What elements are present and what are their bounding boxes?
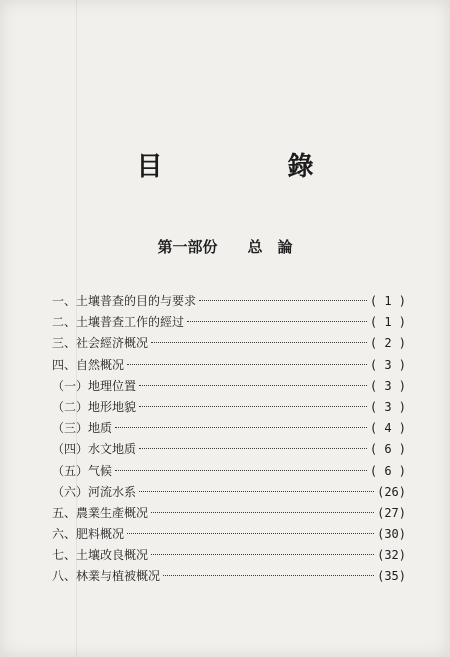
leader-dots [151, 342, 367, 343]
toc-entry [52, 503, 406, 524]
toc-entry [52, 545, 406, 566]
toc-entry [52, 312, 406, 333]
toc-entry-label: 三、社会經济概况 [52, 336, 149, 351]
toc-entry-page: (32) [377, 548, 406, 563]
leader-dots [115, 427, 367, 428]
toc-entry [52, 566, 406, 587]
toc-entry-page: ( 3 ) [369, 399, 406, 414]
leader-dots [127, 364, 367, 365]
toc-entry-label: 五、農業生產概况 [52, 505, 149, 520]
toc-entry-label: 八、林業与植被概况 [52, 569, 161, 584]
leader-dots [139, 406, 367, 407]
toc-entry-page: ( 4 ) [369, 421, 406, 436]
toc-entry-page: ( 6 ) [369, 463, 406, 478]
leader-dots [151, 554, 374, 555]
toc-entry-page: (26) [377, 484, 406, 499]
toc-entry [52, 418, 406, 439]
toc-entry [52, 376, 406, 397]
toc-entry-label: （四）水文地质 [52, 442, 137, 457]
toc-entry-label: 六、肥料概况 [52, 527, 125, 542]
toc-entry-label: 一、土壤普查的目的与要求 [52, 294, 197, 308]
table-of-contents [52, 291, 406, 588]
toc-entry-label: 二、土壤普查工作的經过 [52, 315, 185, 330]
toc-entry [52, 524, 406, 545]
toc-entry [52, 439, 406, 460]
toc-entry-page: ( 1 ) [369, 315, 406, 330]
toc-entry-label: （三）地质 [52, 421, 113, 436]
toc-entry-label: （五）气候 [52, 463, 113, 478]
toc-entry [52, 482, 406, 503]
toc-entry-label: 七、土壤改良概况 [52, 548, 149, 563]
toc-entry [52, 397, 406, 418]
leader-dots [187, 321, 367, 322]
toc-entry-page: (30) [377, 527, 406, 542]
leader-dots [151, 512, 374, 513]
toc-entry [52, 291, 406, 312]
leader-dots [115, 470, 367, 471]
toc-entry-page: ( 2 ) [369, 336, 406, 351]
toc-entry-page: (35) [377, 569, 406, 584]
page-title: 目 錄 [136, 152, 372, 182]
toc-entry-page: (27) [377, 505, 406, 520]
toc-entry [52, 355, 406, 376]
toc-entry-label: （一）地理位置 [52, 378, 137, 393]
toc-entry-page: ( 1 ) [369, 294, 406, 308]
leader-dots [199, 300, 367, 301]
toc-entry-page: ( 3 ) [369, 357, 406, 372]
leader-dots [139, 448, 367, 449]
toc-entry-label: （二）地形地貌 [52, 399, 137, 414]
toc-entry-page: ( 6 ) [369, 442, 406, 457]
toc-entry [52, 461, 406, 482]
toc-entry-label: 四、自然概况 [52, 357, 125, 372]
leader-dots [139, 385, 367, 386]
toc-entry [52, 333, 406, 354]
part-heading: 第一部份 总 論 [157, 238, 293, 256]
leader-dots [163, 575, 374, 576]
leader-dots [139, 491, 374, 492]
toc-entry-label: （六）河流水系 [52, 484, 137, 499]
toc-entry-page: ( 3 ) [369, 378, 406, 393]
leader-dots [127, 533, 374, 534]
